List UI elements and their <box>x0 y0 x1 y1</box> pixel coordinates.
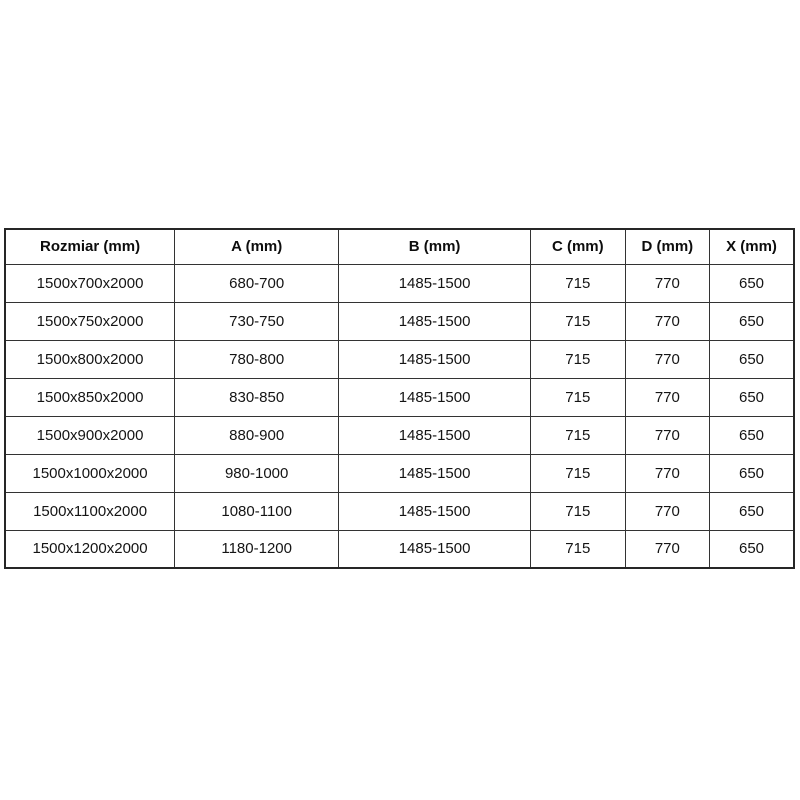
table-cell: 1500x800x2000 <box>5 340 175 378</box>
table-cell: 780-800 <box>175 340 339 378</box>
table-row <box>5 264 794 302</box>
column-header-c: C (mm) <box>530 229 625 264</box>
table-cell: 650 <box>710 302 794 340</box>
table-cell: 1180-1200 <box>175 530 339 568</box>
table-cell: 1500x850x2000 <box>5 378 175 416</box>
table-cell: 715 <box>530 454 625 492</box>
table-cell: 1080-1100 <box>175 492 339 530</box>
table-cell: 770 <box>625 340 709 378</box>
table-cell: 770 <box>625 302 709 340</box>
table-cell: 770 <box>625 378 709 416</box>
table-cell: 1485-1500 <box>339 302 531 340</box>
table-cell: 715 <box>530 530 625 568</box>
table-cell: 1500x750x2000 <box>5 302 175 340</box>
table-cell: 1485-1500 <box>339 530 531 568</box>
table-cell: 1500x1100x2000 <box>5 492 175 530</box>
table-row <box>5 378 794 416</box>
table-cell: 650 <box>710 264 794 302</box>
column-header-b: B (mm) <box>339 229 531 264</box>
table-cell: 715 <box>530 416 625 454</box>
table-cell: 715 <box>530 264 625 302</box>
table-cell: 770 <box>625 530 709 568</box>
table-cell: 980-1000 <box>175 454 339 492</box>
table-cell: 650 <box>710 340 794 378</box>
table-cell: 1500x1000x2000 <box>5 454 175 492</box>
table-cell: 830-850 <box>175 378 339 416</box>
table-cell: 1500x700x2000 <box>5 264 175 302</box>
table-cell: 770 <box>625 416 709 454</box>
table-cell: 650 <box>710 492 794 530</box>
table-cell: 770 <box>625 454 709 492</box>
table-cell: 770 <box>625 264 709 302</box>
table-cell: 650 <box>710 454 794 492</box>
table-cell: 880-900 <box>175 416 339 454</box>
table-cell: 680-700 <box>175 264 339 302</box>
table-cell: 715 <box>530 340 625 378</box>
header-row <box>5 229 794 264</box>
table-row <box>5 492 794 530</box>
table-row <box>5 416 794 454</box>
table-cell: 1485-1500 <box>339 340 531 378</box>
table-cell: 1485-1500 <box>339 378 531 416</box>
table-cell: 1485-1500 <box>339 264 531 302</box>
dimensions-table-container <box>4 228 795 569</box>
column-header-d: D (mm) <box>625 229 709 264</box>
table-cell: 1485-1500 <box>339 416 531 454</box>
table-cell: 650 <box>710 530 794 568</box>
table-row <box>5 340 794 378</box>
dimensions-table <box>4 228 795 569</box>
table-cell: 1500x900x2000 <box>5 416 175 454</box>
column-header-x: X (mm) <box>710 229 794 264</box>
table-cell: 715 <box>530 378 625 416</box>
table-row <box>5 302 794 340</box>
table-cell: 650 <box>710 416 794 454</box>
table-cell: 715 <box>530 302 625 340</box>
table-cell: 770 <box>625 492 709 530</box>
table-row <box>5 454 794 492</box>
table-cell: 650 <box>710 378 794 416</box>
column-header-rozmiar: Rozmiar (mm) <box>5 229 175 264</box>
table-cell: 730-750 <box>175 302 339 340</box>
table-cell: 1485-1500 <box>339 492 531 530</box>
table-row <box>5 530 794 568</box>
table-cell: 1485-1500 <box>339 454 531 492</box>
table-cell: 1500x1200x2000 <box>5 530 175 568</box>
table-cell: 715 <box>530 492 625 530</box>
column-header-a: A (mm) <box>175 229 339 264</box>
